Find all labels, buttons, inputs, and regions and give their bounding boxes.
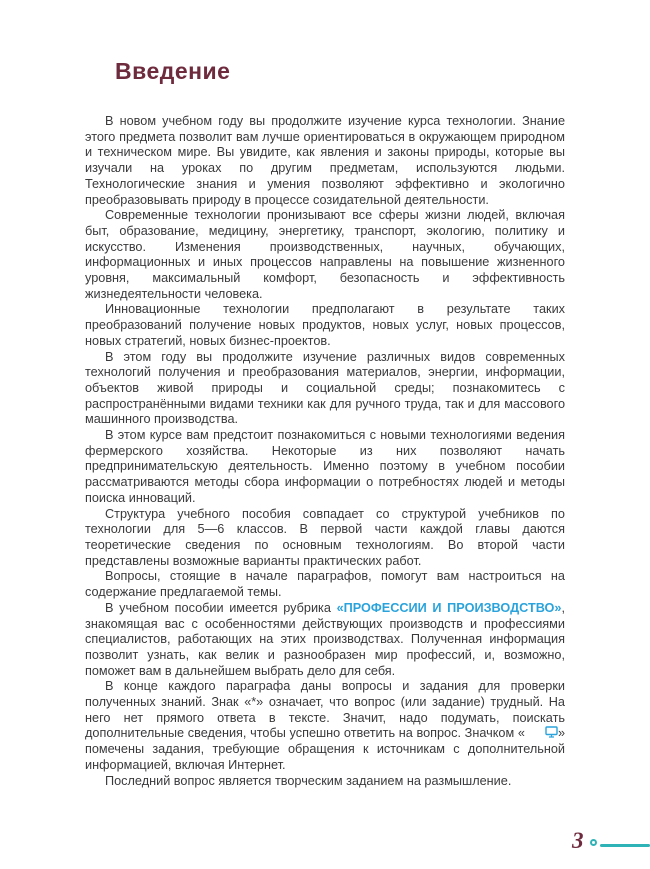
paragraph-questions: Вопросы, стоящие в начале параграфов, помогут вам настроиться на содержание предлагаемой темы. — [85, 569, 565, 600]
paragraph-modern-tech: Современные технологии пронизывают все сферы жизни людей, включая быт, образование, медицину, энергетику, транспорт, экологию, политику и искусство. Изменения производственных, научных, обучающих, информационных и иных процессов направлены на повышение жизненного уровня, максимальный комфорт, безопасность и эффективность жизнедеятельности человека. — [85, 208, 565, 301]
computer-monitor-icon — [525, 726, 558, 738]
footer-ring-decoration — [590, 839, 597, 846]
body-text-block — [85, 114, 565, 789]
rubric-highlight: «ПРОФЕССИИ И ПРОИЗВОДСТВО» — [336, 600, 562, 615]
paragraph-rubric — [85, 601, 565, 680]
paragraph-farming: В этом курсе вам предстоит познакомиться с новыми технологиями ведения фермерского хозяйства. Некоторые из них позволяют начать предпринимательскую деятельность. Именно поэтому в учебном пособии рассматриваются методы сбора информации о потребностях людей и методы поиска инноваций. — [85, 428, 565, 505]
paragraph-final: Последний вопрос является творческим заданием на размышление. — [105, 773, 512, 788]
qa-text-2: » помечены задания, требующие обращения к источникам с дополнительной информацией, включая Интернет. — [85, 726, 565, 772]
qa-text-1: В конце каждого параграфа даны вопросы и задания для проверки полученных знаний. Знак «*» означает, что вопрос (или задание) трудный. На него нет прямого ответа в тексте. Значит, надо подумать, поискать дополнительные сведения, чтобы успешно ответить на вопрос. Значком « — [85, 679, 565, 741]
paragraph-intro: В новом учебном году вы продолжите изучение курса технологии. Знание этого предмета позволит вам лучше ориентироваться в окружающем природном и техническом мире. Вы увидите, как явления и законы природы, которые вы изучали на уроках по другим предметам, используются людьми. Технологические знания и умения позволяют эффективно и экологично преобразовывать природу в процессе созидательной деятельности. — [85, 114, 565, 207]
footer-rule-decoration — [600, 844, 650, 848]
paragraph-course-content: В этом году вы продолжите изучение различных видов современных технологий получения и преобразования материалов, энергии, информации, объектов живой природы и социальной среды; познакомитесь с распространёнными видами техники как для ручного труда, так и для массового машинного производства. — [85, 349, 565, 427]
paragraph-structure: Структура учебного пособия совпадает со структурой учебников по технологии для 5—6 классов. В первой части каждой главы даются теоретические сведения по основным технологиям. Во второй части представлены возможные варианты практических работ. — [85, 506, 565, 568]
paragraph-qa-marks — [85, 679, 565, 773]
page-number: 3 — [572, 828, 584, 853]
rubric-text-after: , знакомящая вас с особенностями действующих производств и профессиями специалистов, работающих на этих производствах. Полученная информация позволит узнать, как велик и разнообразен мир профессий, и, возможно, поможет вам в дальнейшем выбрать дело для себя. — [85, 600, 566, 678]
paragraph-innovation: Инновационные технологии предполагают в результате таких преобразований получение новых продуктов, новых услуг, новых процессов, новых стратегий, новых бизнес-проектов. — [85, 302, 565, 348]
page-title: Введение — [115, 58, 231, 84]
rubric-text-before: В учебном пособии имеется рубрика — [105, 600, 337, 615]
